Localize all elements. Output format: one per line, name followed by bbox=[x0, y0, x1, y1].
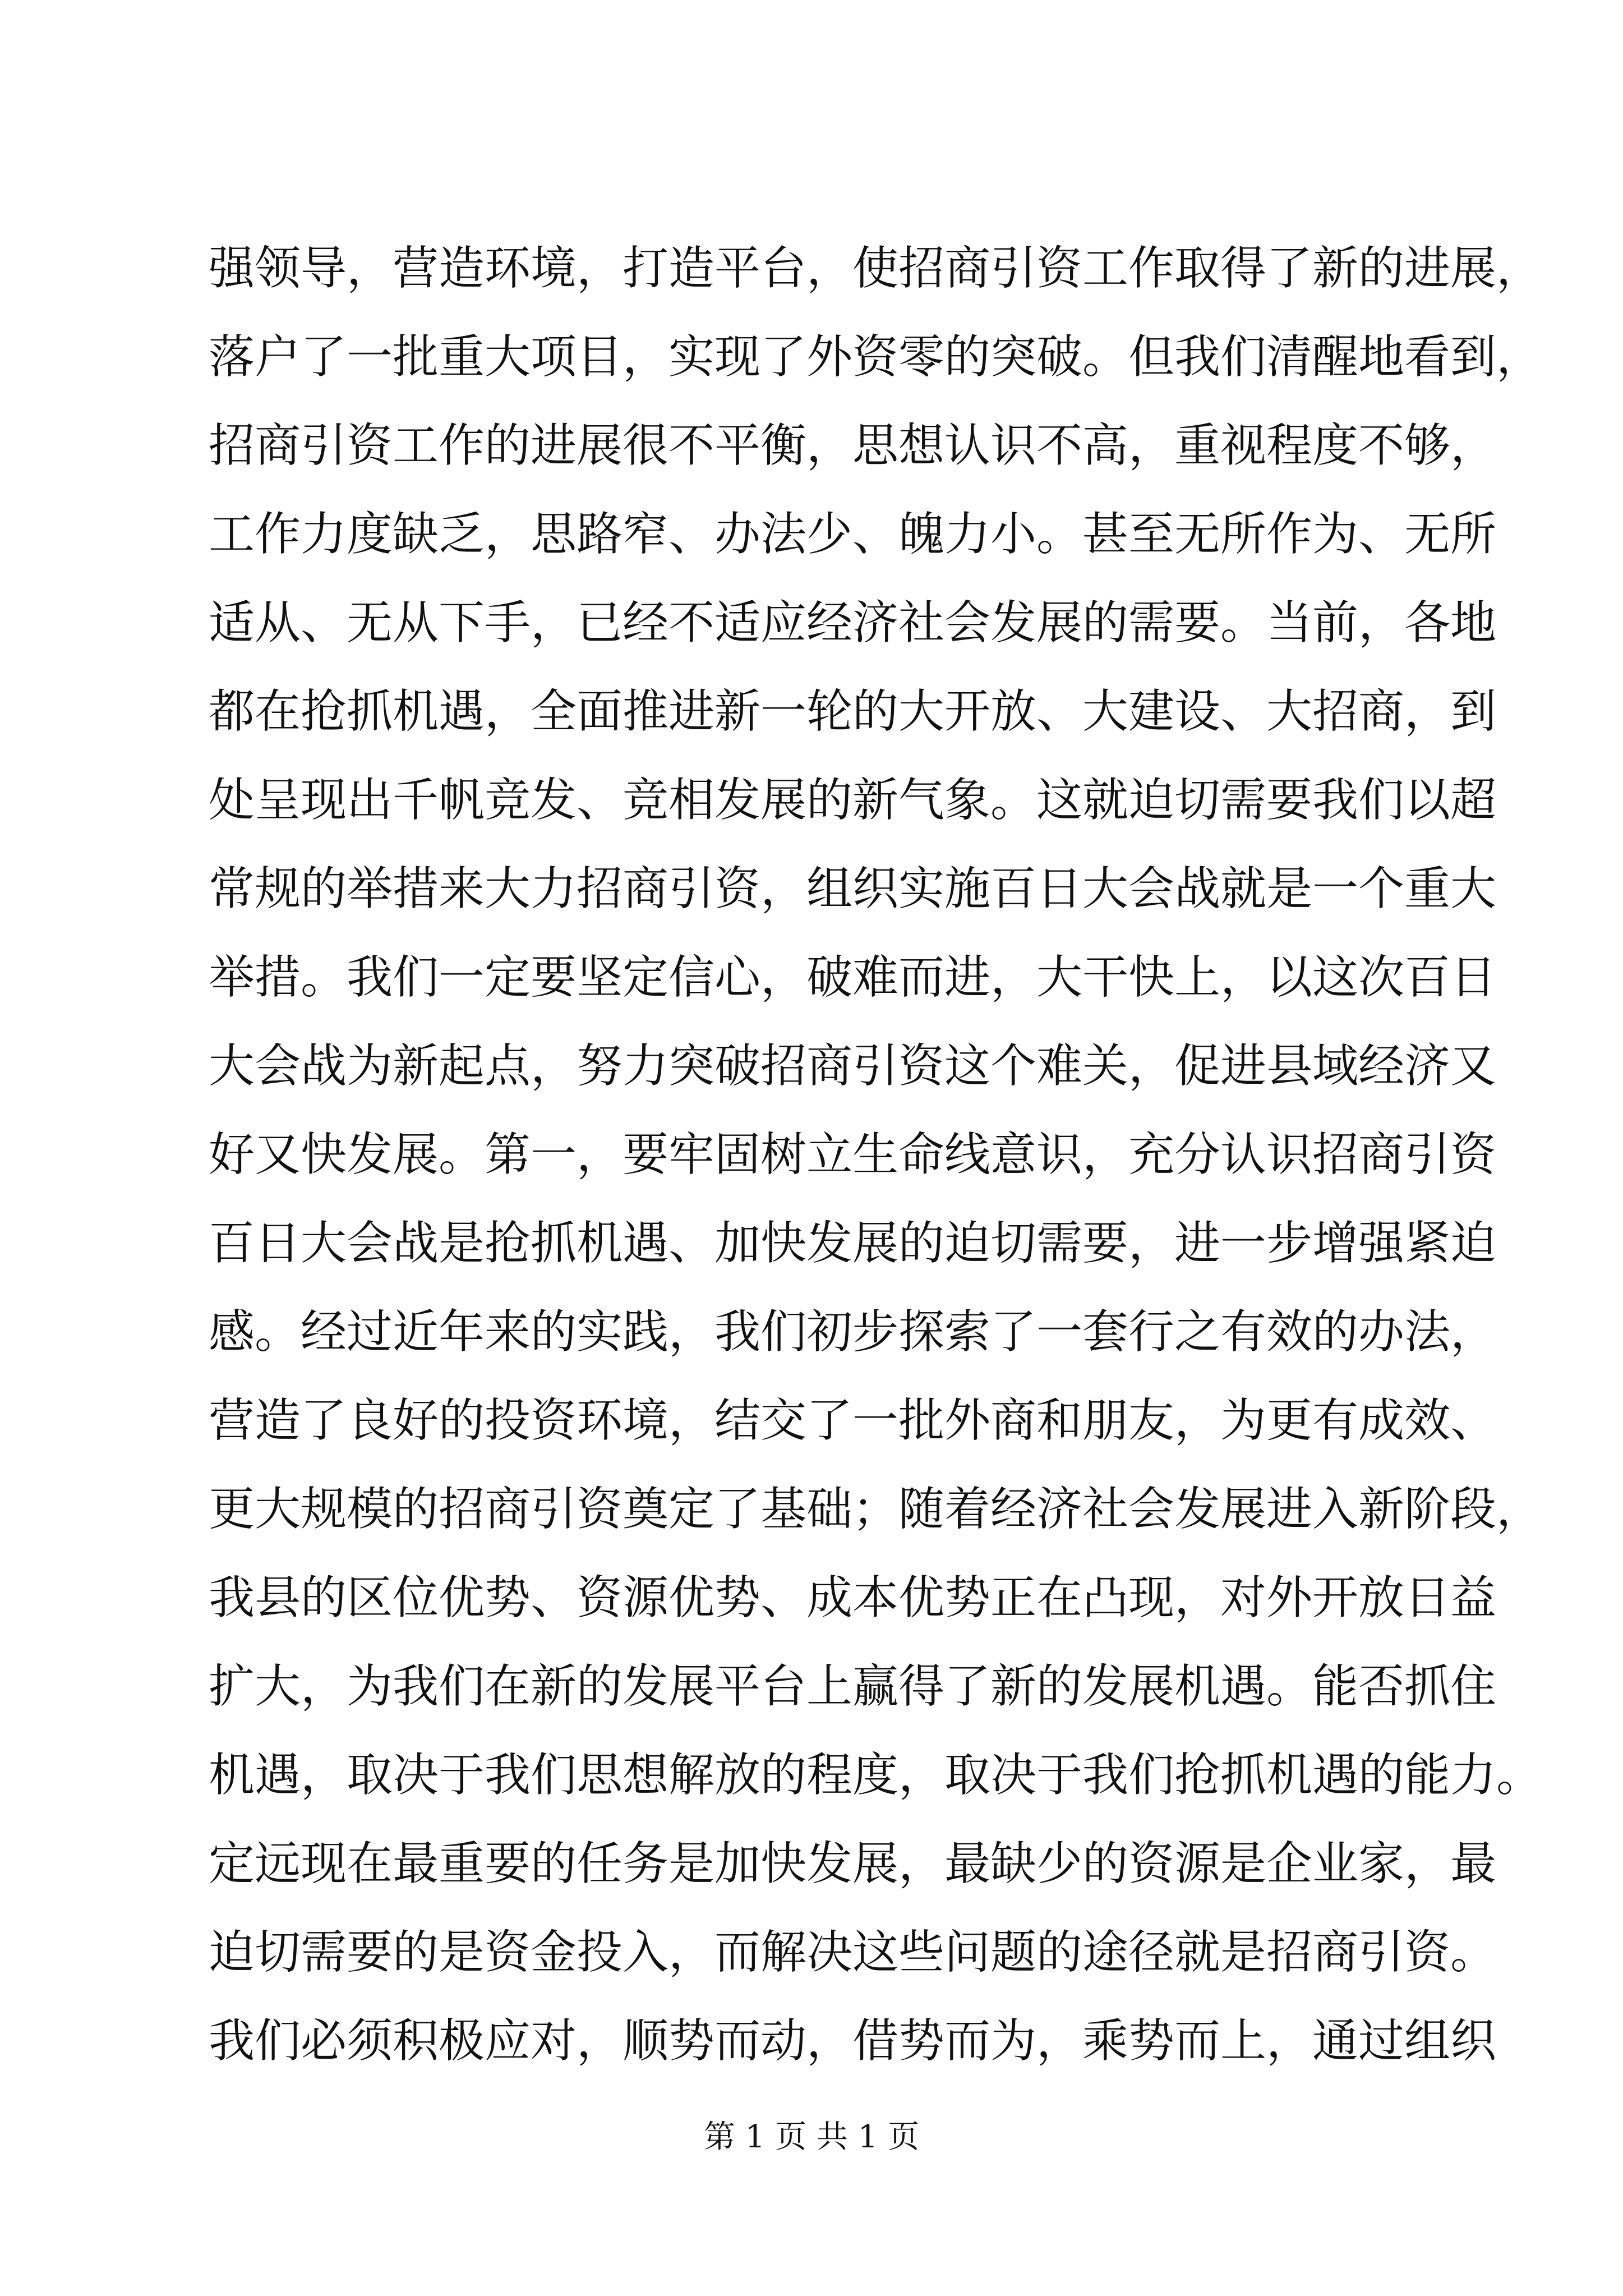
page-number-label: 第 1 页 共 1 页 bbox=[703, 2119, 920, 2155]
text-line-3: 招商引资工作的进展很不平衡，思想认识不高，重视程度不够， bbox=[209, 419, 1497, 472]
text-line-8: 常规的举措来大力招商引资，组织实施百日大会战就是一个重大 bbox=[209, 862, 1497, 915]
text-line-18: 机遇，取决于我们思想解放的程度，取决于我们抢抓机遇的能力。 bbox=[209, 1749, 1543, 1802]
text-line-11: 好又快发展。第一，要牢固树立生命线意识，充分认识招商引资 bbox=[209, 1128, 1497, 1181]
text-line-15: 更大规模的招商引资奠定了基础；随着经济社会发展进入新阶段， bbox=[209, 1483, 1543, 1536]
text-line-6: 都在抢抓机遇，全面推进新一轮的大开放、大建设、大招商，到 bbox=[209, 685, 1497, 738]
text-line-21: 我们必须积极应对，顺势而动，借势而为，乘势而上，通过组织 bbox=[209, 2014, 1497, 2068]
text-line-4: 工作力度缺乏，思路窄、办法少、魄力小。甚至无所作为、无所 bbox=[209, 508, 1497, 561]
text-line-13: 感。经过近年来的实践，我们初步探索了一套行之有效的办法， bbox=[209, 1305, 1497, 1359]
text-line-7: 处呈现出千帆竞发、竞相发展的新气象。这就迫切需要我们以超 bbox=[209, 774, 1497, 827]
text-line-16: 我县的区位优势、资源优势、成本优势正在凸现，对外开放日益 bbox=[209, 1571, 1497, 1625]
text-line-19: 定远现在最重要的任务是加快发展，最缺少的资源是企业家，最 bbox=[209, 1837, 1497, 1890]
text-line-5: 适从、无从下手，已经不适应经济社会发展的需要。当前，各地 bbox=[209, 596, 1497, 650]
page-footer bbox=[0, 2115, 1623, 2160]
text-line-20: 迫切需要的是资金投入，而解决这些问题的途径就是招商引资。 bbox=[209, 1926, 1497, 1979]
body-text bbox=[209, 224, 1543, 2086]
text-line-9: 举措。我们一定要坚定信心，破难而进，大干快上，以这次百日 bbox=[209, 951, 1497, 1004]
text-line-2: 落户了一批重大项目，实现了外资零的突破。但我们清醒地看到， bbox=[209, 330, 1543, 384]
text-line-14: 营造了良好的投资环境，结交了一批外商和朋友，为更有成效、 bbox=[209, 1394, 1497, 1447]
text-line-12: 百日大会战是抢抓机遇、加快发展的迫切需要，进一步增强紧迫 bbox=[209, 1217, 1497, 1270]
text-line-10: 大会战为新起点，努力突破招商引资这个难关，促进县域经济又 bbox=[209, 1039, 1497, 1093]
text-line-1: 强领导，营造环境，打造平台，使招商引资工作取得了新的进展， bbox=[209, 242, 1543, 295]
text-line-17: 扩大，为我们在新的发展平台上赢得了新的发展机遇。能否抓住 bbox=[209, 1660, 1497, 1713]
